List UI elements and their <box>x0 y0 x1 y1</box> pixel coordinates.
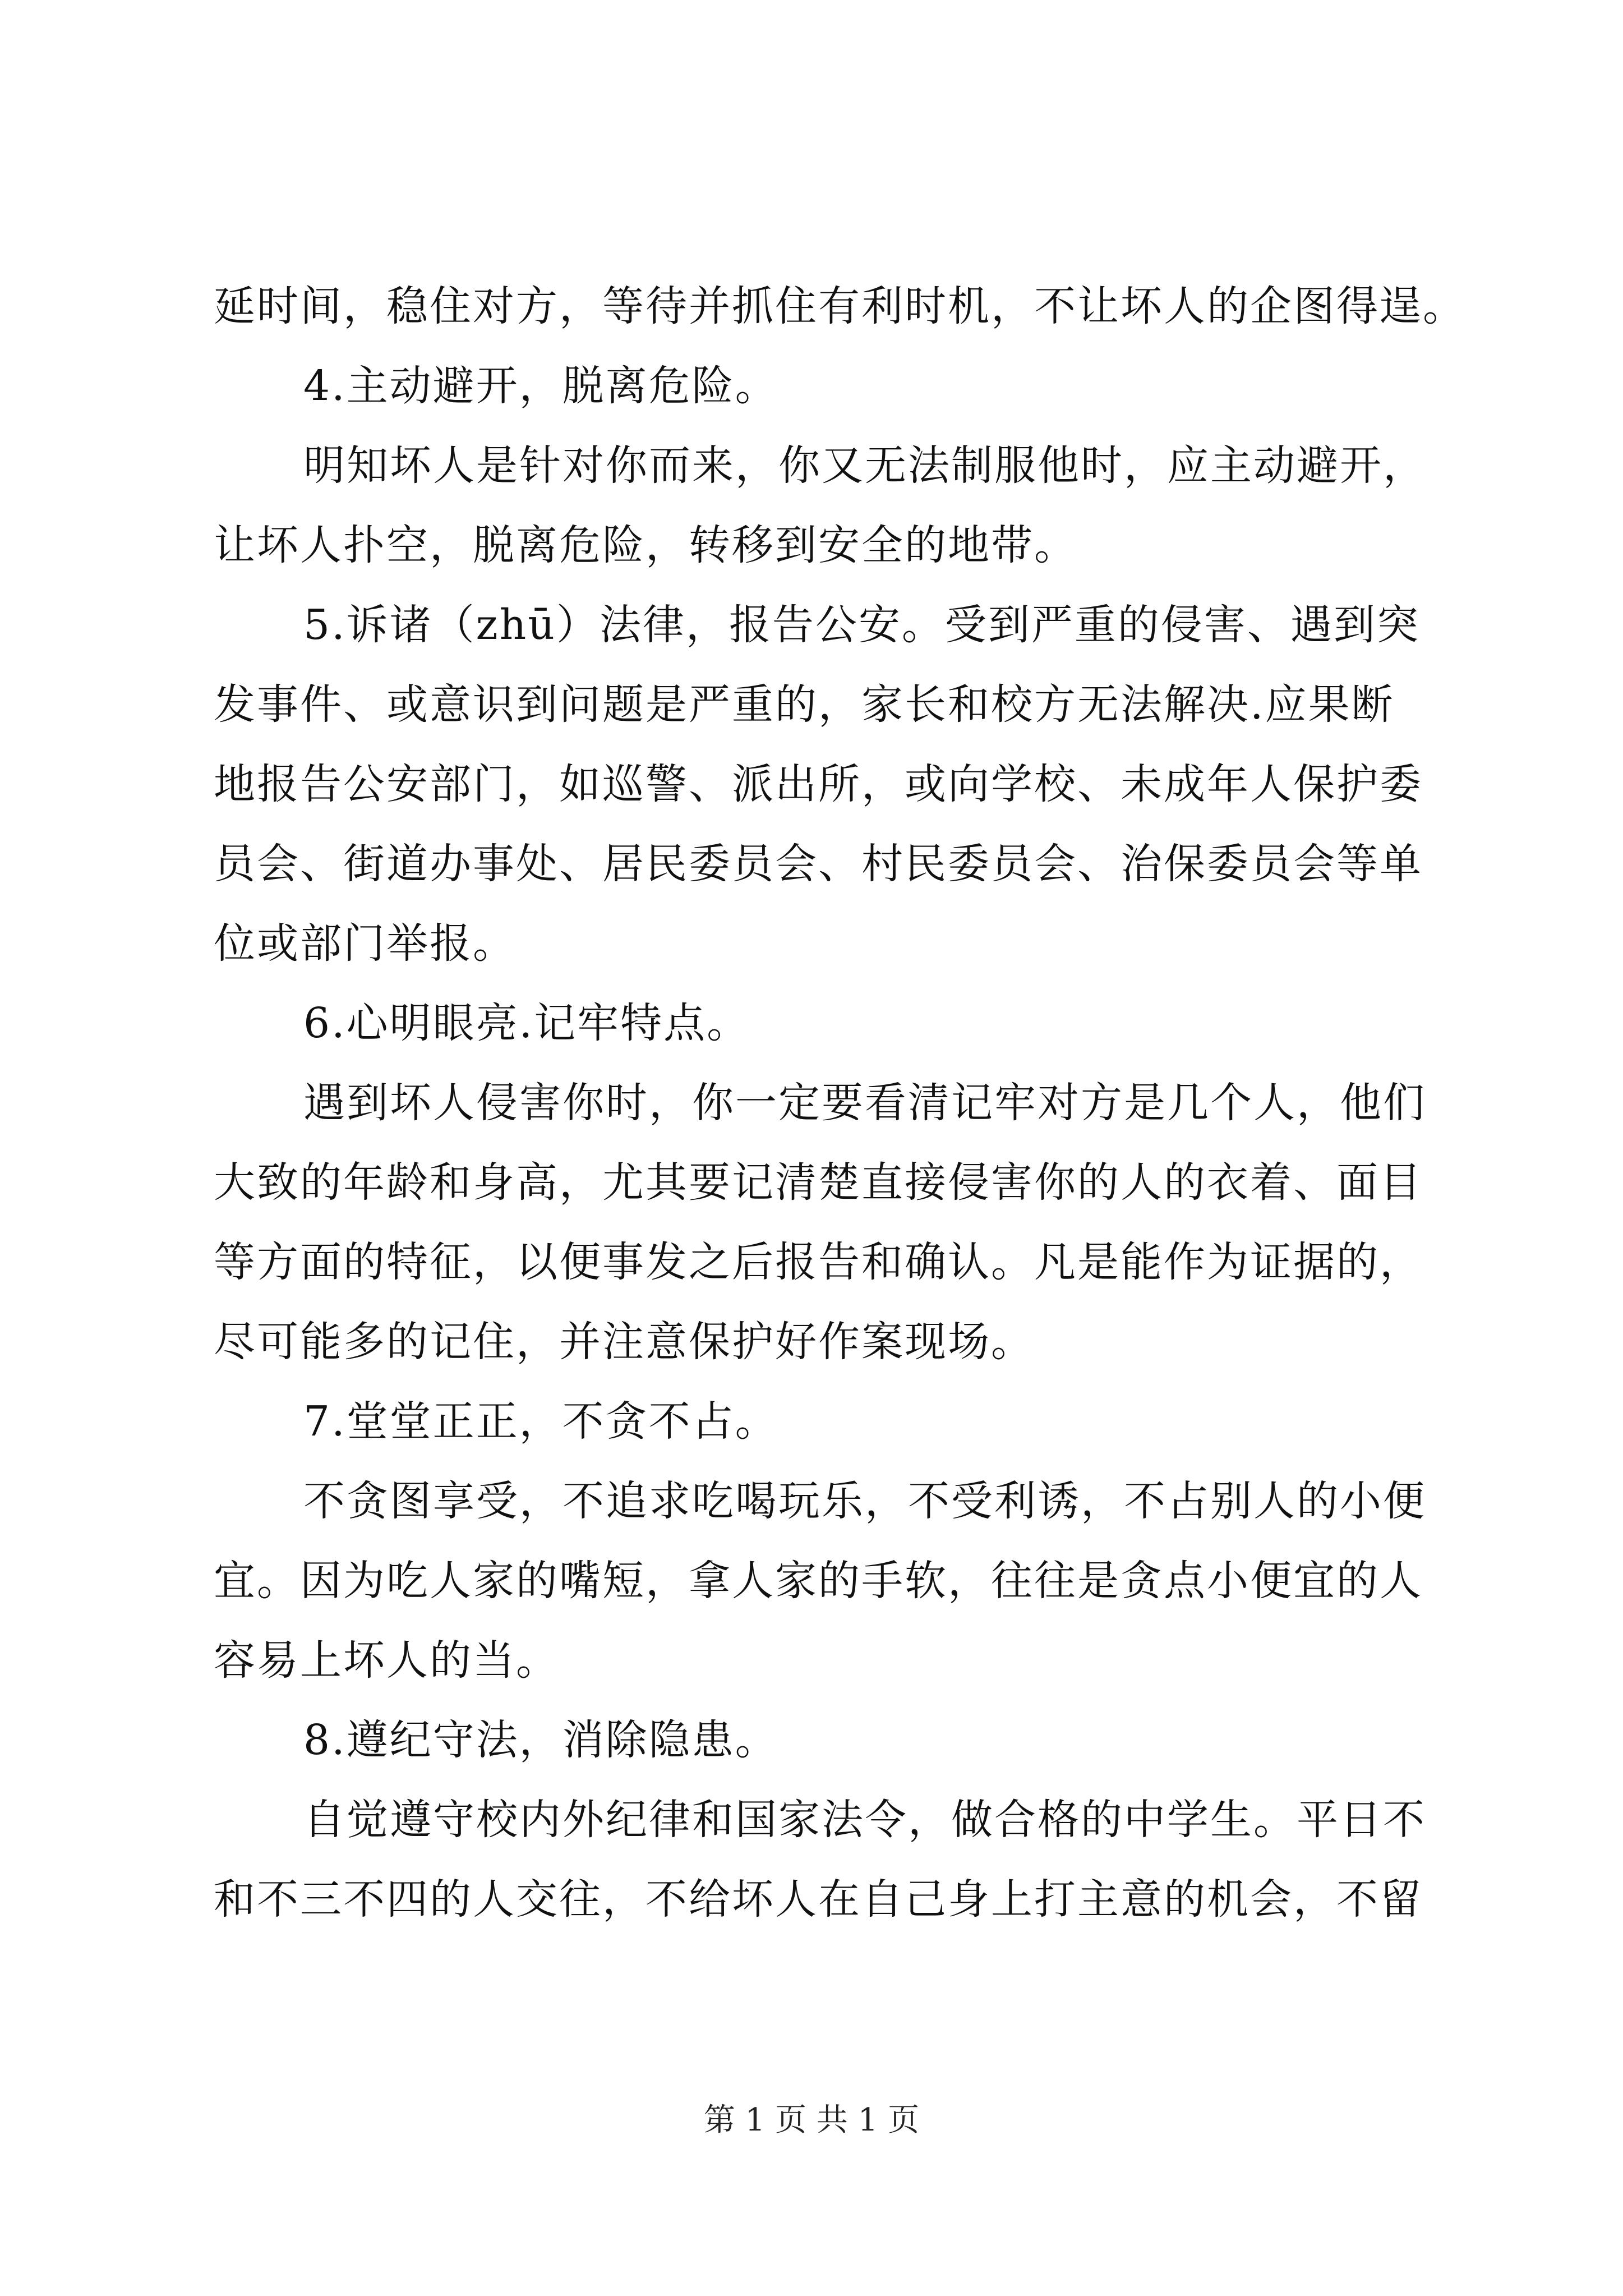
text-line: 宜。因为吃人家的嘴短，拿人家的手软，往往是贪点小便宜的人 <box>214 1557 1423 1605</box>
document-body <box>214 266 1466 1939</box>
text-line: 7.堂堂正正，不贪不占。 <box>303 1397 778 1446</box>
text-line: 6.心明眼亮.记牢特点。 <box>303 999 750 1047</box>
text-line: 地报告公安部门，如巡警、派出所，或向学校、未成年人保护委 <box>214 760 1423 808</box>
text-line: 自觉遵守校内外纪律和国家法令，做合格的中学生。平日不 <box>303 1796 1426 1844</box>
text-line: 8.遵纪守法，消除隐患。 <box>303 1716 778 1764</box>
text-line: 位或部门举报。 <box>214 919 516 968</box>
text-line: 等方面的特征，以便事发之后报告和确认。凡是能作为证据的， <box>214 1238 1423 1286</box>
text-line: 让坏人扑空，脱离危险，转移到安全的地带。 <box>214 521 1077 569</box>
page-footer: 第 1 页 共 1 页 <box>703 2102 920 2138</box>
text-line: 遇到坏人侵害你时，你一定要看清记牢对方是几个人，他们 <box>303 1079 1426 1127</box>
text-line: 发事件、或意识到问题是严重的，家长和校方无法解决.应果断 <box>214 680 1395 729</box>
text-line: 员会、街道办事处、居民委员会、村民委员会、治保委员会等单 <box>214 840 1423 888</box>
text-line: 大致的年龄和身高，尤其要记清楚直接侵害你的人的衣着、面目 <box>214 1158 1423 1207</box>
text-line: 尽可能多的记住，并注意保护好作案现场。 <box>214 1318 1034 1366</box>
text-line: 4.主动避开，脱离危险。 <box>303 362 778 410</box>
text-line: 明知坏人是针对你而来，你又无法制服他时，应主动避开， <box>303 441 1426 490</box>
text-line: 不贪图享受，不追求吃喝玩乐，不受利诱，不占别人的小便 <box>303 1477 1426 1525</box>
text-line: 容易上坏人的当。 <box>214 1636 559 1685</box>
text-line: 延时间，稳住对方，等待并抓住有利时机，不让坏人的企图得逞。 <box>214 282 1466 330</box>
text-line: 和不三不四的人交往，不给坏人在自己身上打主意的机会，不留 <box>214 1875 1423 1924</box>
text-line: 5.诉诸（zhū）法律，报告公安。受到严重的侵害、遇到突 <box>303 601 1420 649</box>
